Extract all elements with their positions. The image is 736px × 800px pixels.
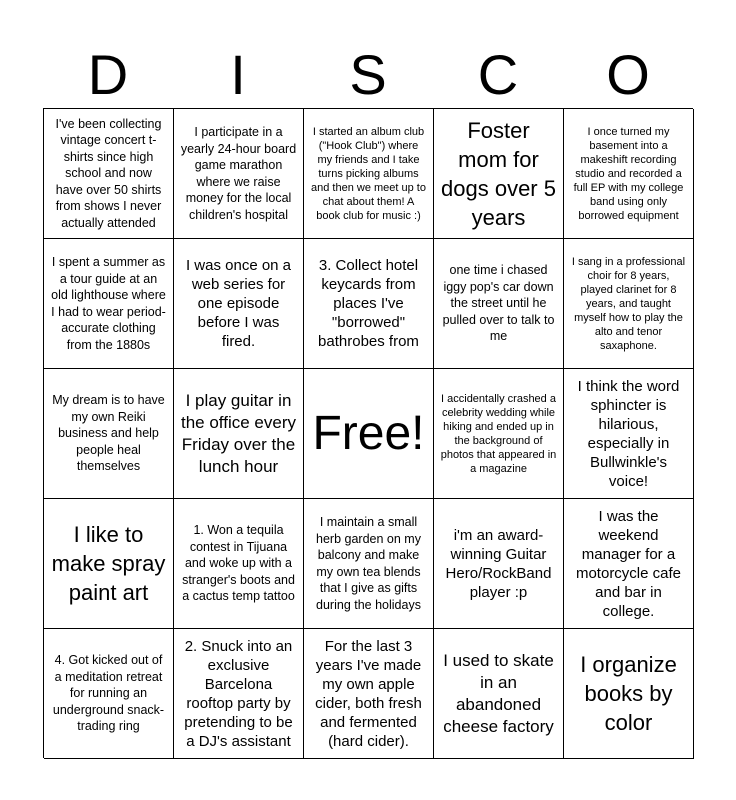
bingo-cell[interactable] [434,109,564,239]
bingo-cell[interactable] [44,109,174,239]
cell-text: i'm an award-winning Guitar Hero/RockBand player :p [445,526,552,601]
bingo-cell[interactable] [174,369,304,499]
cell-text: I maintain a small herb garden on my balcony and make my own tea blends that I give as gifts during the holidays [316,515,421,612]
bingo-cell[interactable] [44,629,174,759]
bingo-grid [43,108,693,758]
bingo-cell[interactable] [564,109,694,239]
header-letter-i: I [230,43,246,106]
bingo-cell[interactable] [174,629,304,759]
cell-text: I was once on a web series for one episode before I was fired. [185,257,292,350]
cell-text: one time i chased iggy pop's car down the street until he pulled over to talk to me [442,263,555,344]
cell-text: 1. Won a tequila contest in Tijuana and woke up with a stranger's boots and a cactus temp tattoo [182,523,295,604]
bingo-cell[interactable] [434,499,564,629]
cell-text: For the last 3 years I've made my own apple cider, both fresh and fermented (hard cider). [315,637,422,750]
bingo-cell[interactable] [174,109,304,239]
cell-text: I spent a summer as a tour guide at an old lighthouse where I had to wear period-accurate clothing from the 1880s [51,255,166,352]
bingo-cell[interactable] [44,369,174,499]
free-space-cell[interactable] [304,369,434,499]
cell-text: I started an album club ("Hook Club") where my friends and I take turns picking albums and then we meet up to chat about them! A book club for music :) [311,125,426,222]
free-space-text: Free! [312,406,425,460]
cell-text: I organize books by color [580,652,677,735]
bingo-cell[interactable] [304,629,434,759]
cell-text: 4. Got kicked out of a meditation retreat for running an underground snack-trading ring [52,653,165,734]
bingo-cell[interactable] [564,369,694,499]
header-letter-s: S [349,43,387,106]
bingo-header [43,40,693,110]
bingo-cell[interactable] [564,629,694,759]
bingo-cell[interactable] [304,499,434,629]
header-letter-d: D [87,43,129,106]
bingo-cell[interactable] [434,369,564,499]
header-letter-o: O [606,43,650,106]
cell-text: 2. Snuck into an exclusive Barcelona rooftop party by pretending to be a DJ's assistant [184,637,293,750]
bingo-cell[interactable] [174,239,304,369]
cell-text: I accidentally crashed a celebrity wedding while hiking and ended up in the background of photos that appeared in a magazine [440,392,557,475]
cell-text: I sang in a professional choir for 8 years, played clarinet for 8 years, and taught myself how to play the alto and tenor saxaphone. [571,255,686,352]
header-letter-c: C [477,43,519,106]
cell-text: I was the weekend manager for a motorcycle cafe and bar in college. [575,507,682,620]
bingo-cell[interactable] [44,239,174,369]
cell-text: I once turned my basement into a makeshift recording studio and recorded a full EP with my college band using only borrowed equipment [573,125,684,222]
bingo-cell[interactable] [434,239,564,369]
bingo-cell[interactable] [434,629,564,759]
bingo-cell[interactable] [304,109,434,239]
bingo-cell[interactable] [44,499,174,629]
bingo-cell[interactable] [564,499,694,629]
cell-text: I play guitar in the office every Friday over the lunch hour [181,390,296,476]
cell-text: I've been collecting vintage concert t-shirts since high school and now have over 50 shirts from shows I never actually attended [55,116,162,230]
bingo-cell[interactable] [564,239,694,369]
cell-text: Foster mom for dogs over 5 years [441,117,556,230]
cell-text: I like to make spray paint art [51,522,166,605]
cell-text: 3. Collect hotel keycards from places I've "borrowed" bathrobes from [318,257,419,350]
bingo-cell[interactable] [304,239,434,369]
cell-text: I used to skate in an abandoned cheese factory [443,650,554,736]
cell-text: My dream is to have my own Reiki business and help people heal themselves [52,393,165,474]
cell-text: I think the word sphincter is hilarious, especially in Bullwinkle's voice! [577,377,680,490]
cell-text: I participate in a yearly 24-hour board game marathon where we raise money for the local children's hospital [180,125,297,222]
bingo-cell[interactable] [174,499,304,629]
